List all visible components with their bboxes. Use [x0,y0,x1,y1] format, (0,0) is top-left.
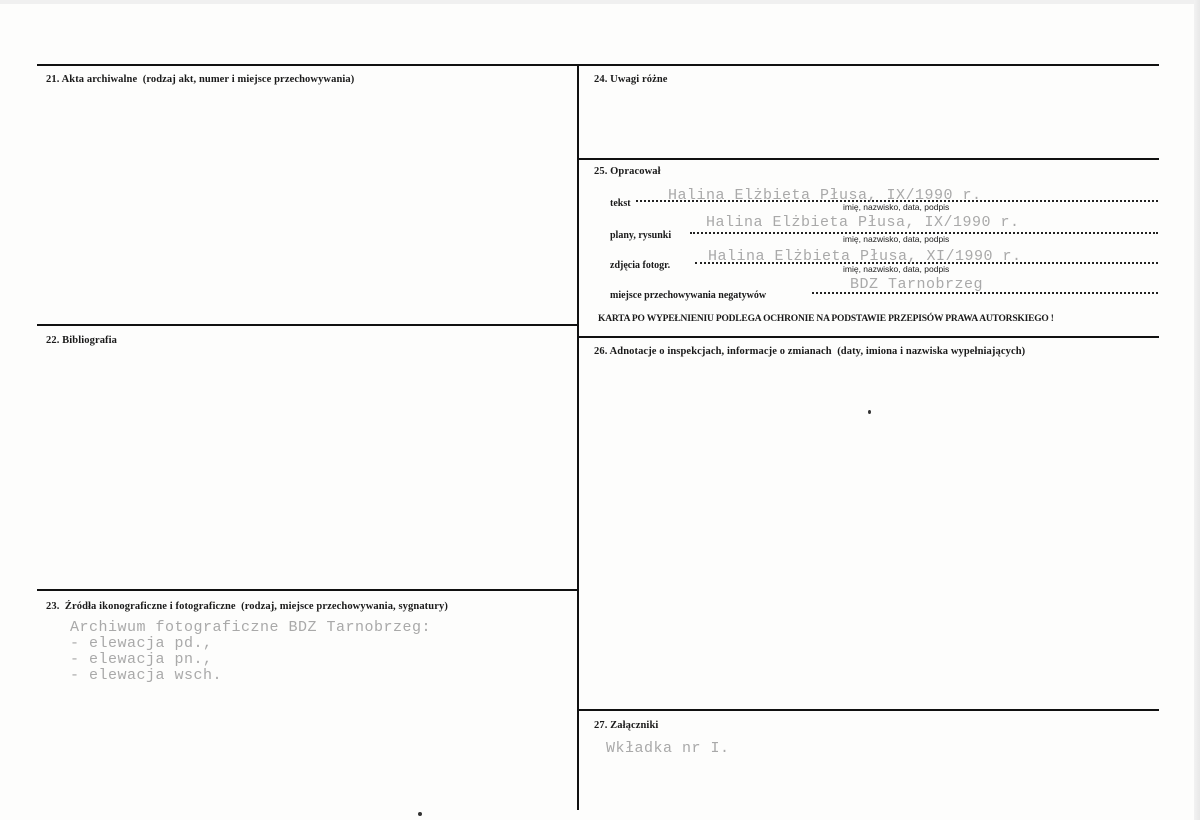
section-23-line-3: - elewacja pn., [70,651,213,668]
author-photos-value: Halina Elżbieta Płusa, XI/1990 r. [708,248,1022,265]
section-24-title: 24. Uwagi różne [594,74,668,85]
author-photos-hint: imię, nazwisko, data, podpis [843,264,950,274]
section-26-label: 26. Adnotacje o inspekcjach, informacje o zmianach [594,346,832,357]
author-plans-label: plany, rysunki [610,230,672,241]
rule-25 [578,158,1159,160]
section-25-title: 25. Opracował [594,166,661,177]
paper-top-edge [0,0,1200,4]
section-27-title: 27. Załączniki [594,720,659,731]
section-23-title [46,601,448,612]
section-21-subtitle: (rodzaj akt, numer i miejsce przechowywania) [142,74,355,85]
author-plans-hint: imię, nazwisko, data, podpis [843,234,950,244]
section-21-label: 21. Akta archiwalne [46,74,138,85]
negatives-storage-value: BDZ Tarnobrzeg [850,276,984,293]
section-23-number: 23. [46,601,60,612]
section-23-subtitle: (rodzaj, miejsce przechowywania, sygnatury) [241,601,448,612]
rule-23 [37,589,578,591]
section-27-value: Wkładka nr I. [606,740,730,757]
author-text-label: tekst [610,198,631,209]
author-plans-value: Halina Elżbieta Płusa, IX/1990 r. [706,214,1020,231]
section-22-title: 22. Bibliografia [46,335,118,346]
section-21-title [46,74,354,85]
section-26-title [594,346,1025,357]
ink-speck [418,812,422,816]
section-23-line-4: - elewacja wsch. [70,667,223,684]
section-23-line-2: - elewacja pd., [70,635,213,652]
ink-speck [868,410,871,414]
paper-right-edge [1194,0,1200,820]
center-divider [577,64,579,810]
rule-26 [578,336,1159,338]
section-23-line-1: Archiwum fotograficzne BDZ Tarnobrzeg: [70,619,432,636]
top-rule [37,64,1159,66]
section-26-subtitle: (daty, imiona i nazwiska wypełniających) [837,346,1026,357]
author-text-value: Halina Elżbieta Płusa, IX/1990 r. [668,187,982,204]
author-photos-label: zdjęcia fotogr. [610,260,671,271]
section-23-label: Źródła ikonograficzne i fotograficzne [64,601,236,612]
copyright-notice: KARTA PO WYPEŁNIENIU PODLEGA OCHRONIE NA PODSTAWIE PRZEPISÓW PRAWA AUTORSKIEGO ! [598,314,1054,324]
rule-27 [578,709,1159,711]
negatives-storage-label: miejsce przechowywania negatywów [610,290,767,301]
rule-22 [37,324,578,326]
author-text-hint: imię, nazwisko, data, podpis [843,202,950,212]
